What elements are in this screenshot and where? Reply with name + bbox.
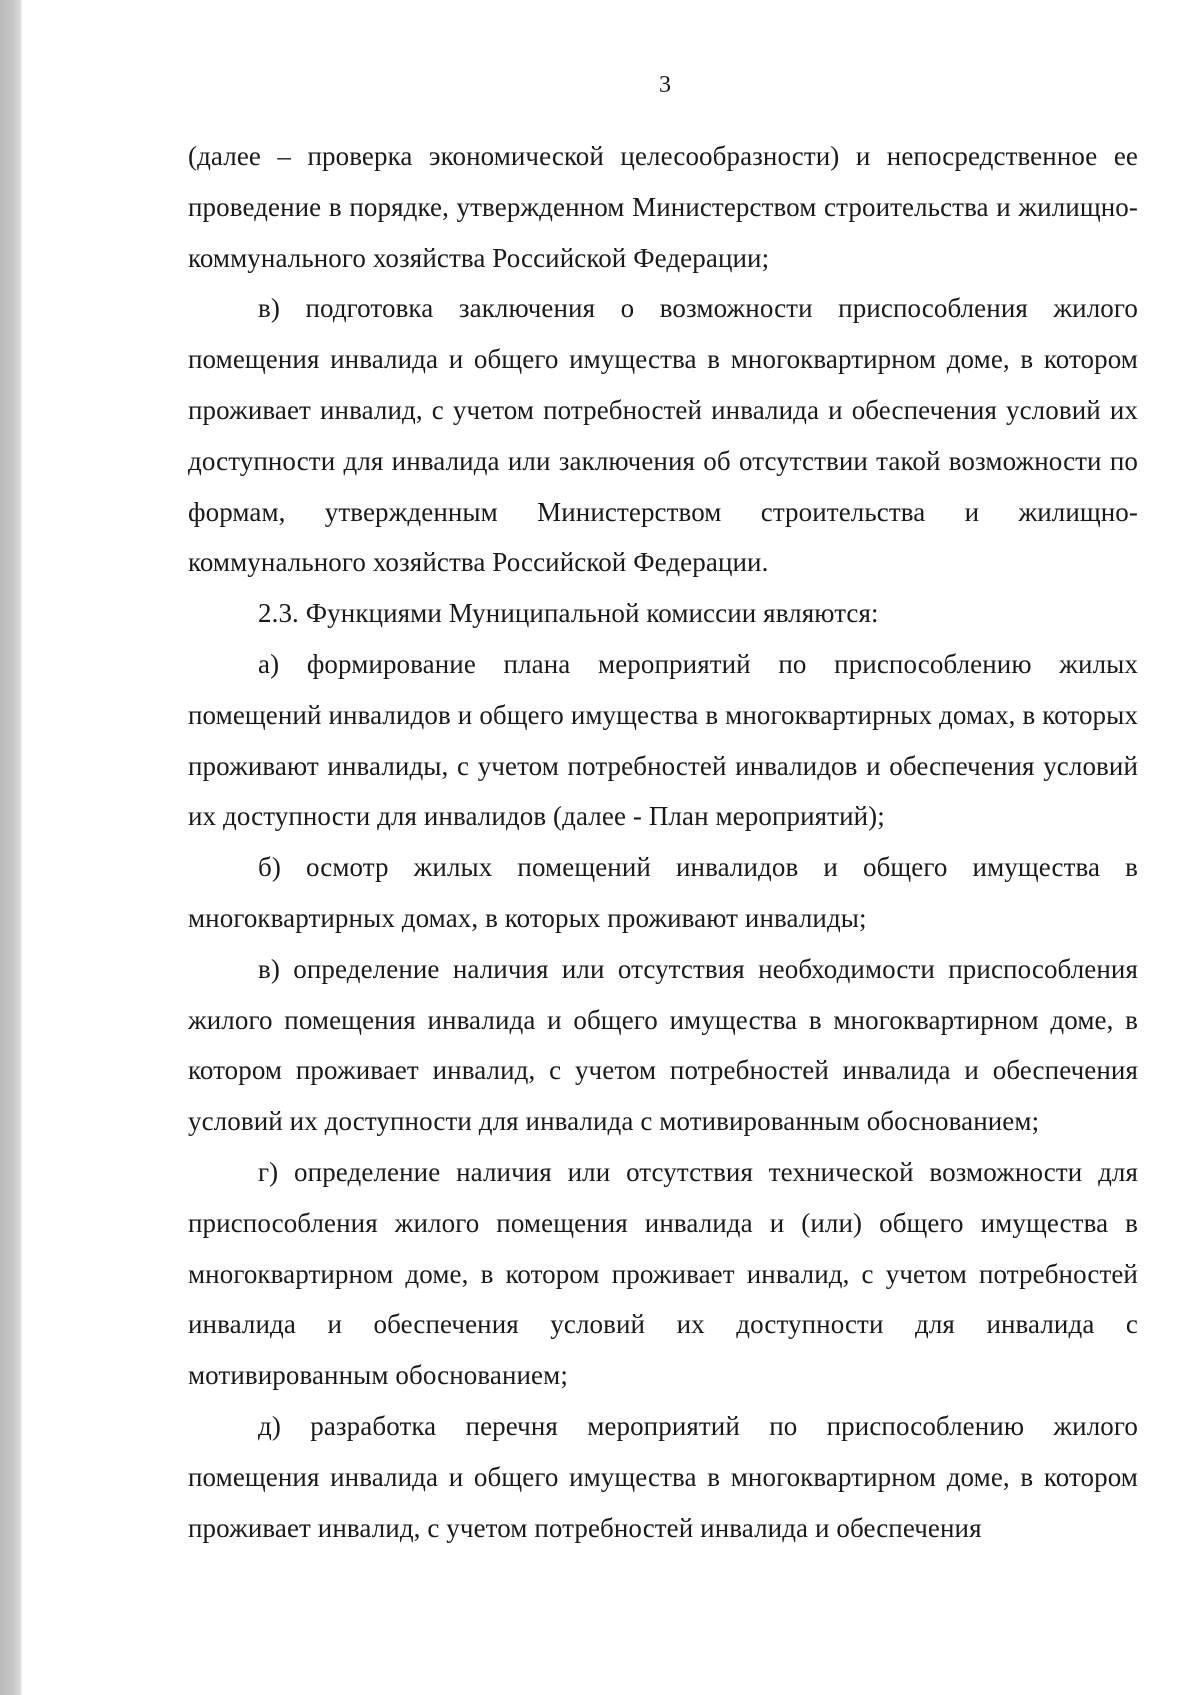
paragraph-item-v-conclusion: в) подготовка заключения о возможности приспособления жилого помещения инвалида и общего имущества в многоквартирном доме, в котором проживает инвалид, с учетом потребностей инвалида и обеспечения условий их доступности для инвалида или заключения об отсутствии такой возможности по формам, утвержденным Министерством строительства и жилищно-коммунального хозяйства Российской Федерации. (188, 293, 1138, 578)
paragraph-continuation: (далее – проверка экономической целесообразности) и непосредственное ее проведение в порядке, утвержденном Министерством строительства и жилищно-коммунального хозяйства Российской Федерации; (188, 141, 1138, 273)
paragraph-item-d: д) разработка перечня мероприятий по приспособлению жилого помещения инвалида и общего имущества в многоквартирном доме, в котором проживает инвалид, с учетом потребностей инвалида и обеспечения (188, 1410, 1138, 1543)
paragraph-item-b: б) осмотр жилых помещений инвалидов и общего имущества в многоквартирных домах, в которых проживают инвалиды; (188, 852, 1138, 933)
section-heading-2-3: 2.3. Функциями Муниципальной комиссии являются: (258, 598, 879, 629)
page-number: 3 (659, 72, 671, 98)
scan-edge-shadow (0, 0, 22, 1695)
paragraph-item-v: в) определение наличия или отсутствия необходимости приспособления жилого помещения инвалида и общего имущества в многоквартирном доме, в котором проживает инвалид, с учетом потребностей инвалида и обеспечения условий их доступности для инвалида с мотивированным обоснованием; (188, 953, 1138, 1137)
paragraph-item-g: г) определение наличия или отсутствия технической возможности для приспособления жилого помещения инвалида и (или) общего имущества в многоквартирном доме, в котором проживает инвалид, с учетом потребностей инвалида и обеспечения условий их доступности для инвалида с мотивированным обоснованием; (188, 1156, 1138, 1391)
paragraph-item-a: а) формирование плана мероприятий по приспособлению жилых помещений инвалидов и общего имущества в многоквартирных домах, в которых проживают инвалиды, с учетом потребностей инвалидов и обеспечения условий их доступности для инвалидов (далее - План мероприятий); (188, 648, 1138, 832)
document-body (188, 131, 1138, 1553)
